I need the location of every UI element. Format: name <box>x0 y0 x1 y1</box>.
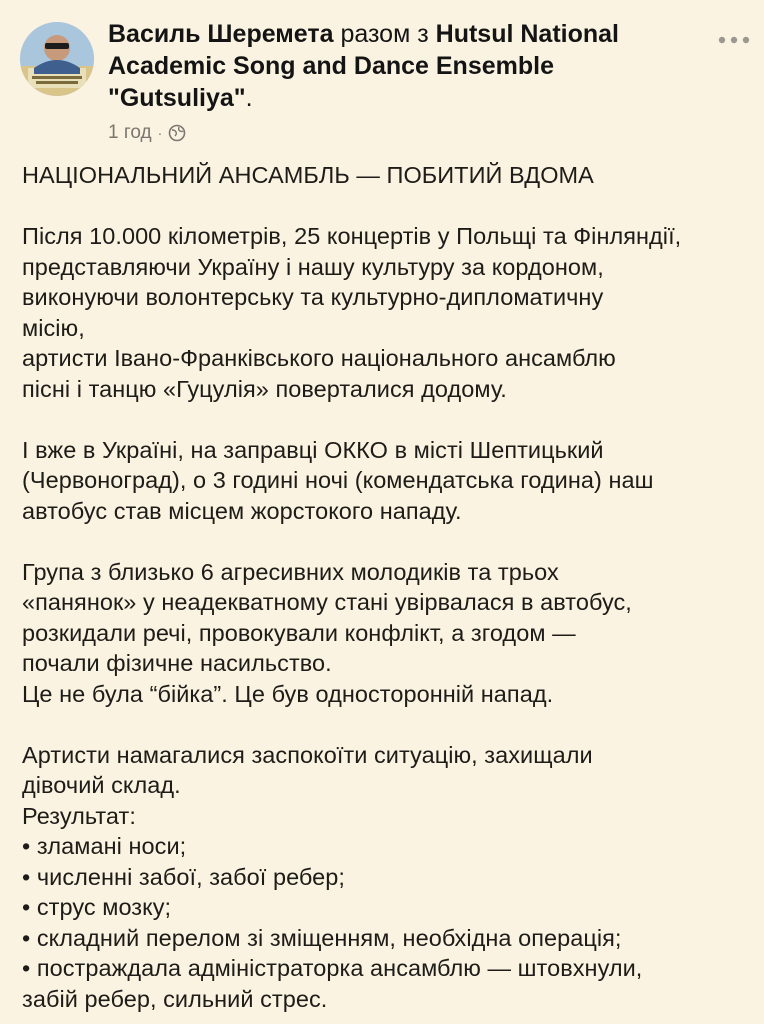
paragraph-line: І вже в Україні, на заправці ОККО в місті Шептицький <box>22 436 604 463</box>
post-header <box>0 0 764 150</box>
post-title: НАЦІОНАЛЬНИЙ АНСАМБЛЬ — ПОБИТИЙ ВДОМА <box>22 162 594 188</box>
author-block <box>108 18 668 114</box>
result-item: • складний перелом зі зміщенням, необхідна операція; <box>22 924 622 951</box>
paragraph-line: «панянок» у неадекватному стані увірвалася в автобус, <box>22 589 632 615</box>
result-item: • зламані носи; <box>22 833 187 859</box>
paragraph-line: почали фізичне насильство. <box>22 650 332 676</box>
paragraph-line: виконуючи волонтерську та культурно-дипломатичну <box>22 284 604 310</box>
post-time[interactable]: 1 год <box>108 122 152 143</box>
paragraph-line: Група з близько 6 агресивних молодиків та трьох <box>22 558 559 585</box>
meta-separator: · <box>157 125 163 141</box>
paragraph-line: розкидали речі, провокували конфлікт, а згодом — <box>22 619 576 646</box>
paragraph-line: забій ребер, сильний стрес. <box>22 985 328 1012</box>
paragraph-line: (Червоноград), о 3 годині ночі (комендатська година) наш <box>22 467 654 493</box>
period: . <box>245 84 253 112</box>
result-item: • струс мозку; <box>22 894 172 920</box>
post-body <box>22 160 752 1014</box>
page-name-line3[interactable]: "Gutsuliya" <box>108 84 246 112</box>
globe-icon[interactable] <box>168 124 186 142</box>
author-name[interactable]: Василь Шеремета <box>108 20 334 48</box>
paragraph-line: автобус став місцем жорстокого нападу. <box>22 497 462 524</box>
paragraph-line: місію, <box>22 314 85 341</box>
with-text: разом з <box>340 20 429 48</box>
spacer <box>22 404 752 435</box>
avatar[interactable] <box>20 22 94 96</box>
spacer <box>22 526 752 557</box>
page-name-line2[interactable]: Academic Song and Dance Ensemble <box>108 52 554 80</box>
spacer <box>22 191 752 222</box>
paragraph-line: Після 10.000 кілометрів, 25 концертів у Польщі та Фінляндії, <box>22 223 682 249</box>
more-options-button[interactable] <box>712 30 756 50</box>
spacer <box>22 709 752 740</box>
paragraph-line: Артисти намагалися заспокоїти ситуацію, захищали <box>22 741 593 768</box>
paragraph-line: представляючи Україну і нашу культуру за кордоном, <box>22 253 604 280</box>
avatar-image <box>20 22 94 96</box>
result-item: • численні забої, забої ребер; <box>22 863 345 890</box>
more-icon <box>712 30 756 50</box>
results-label: Результат: <box>22 802 136 829</box>
result-item: • постраждала адміністраторка ансамблю — штовхнули, <box>22 955 643 981</box>
paragraph-line: артисти Івано-Франківського національного ансамблю <box>22 345 616 371</box>
paragraph-line: дівочий склад. <box>22 772 181 798</box>
paragraph-line: Це не була “бійка”. Це був односторонній напад. <box>22 680 554 707</box>
paragraph-line: пісні і танцю «Гуцулія» поверталися додому. <box>22 375 507 402</box>
page-name-line1[interactable]: Hutsul National <box>435 20 619 48</box>
post-meta <box>108 122 186 144</box>
